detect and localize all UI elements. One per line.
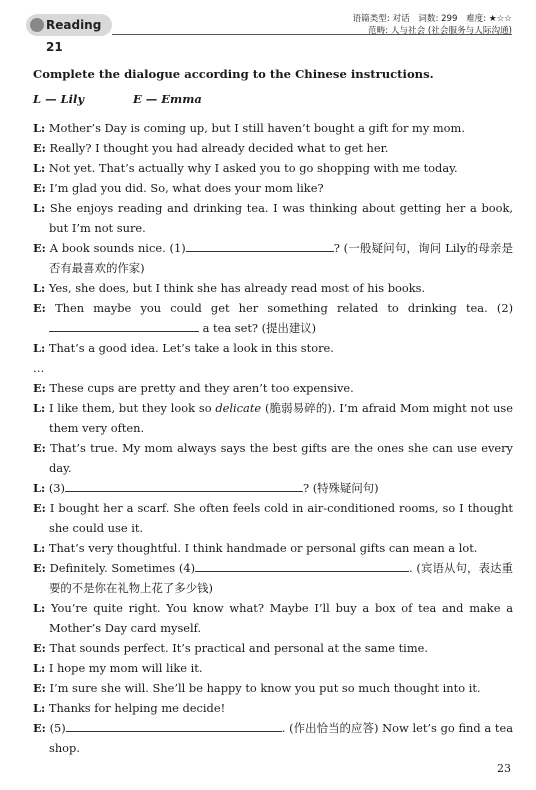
speaker-tag: L:: [33, 161, 46, 175]
dialogue-line: [33, 158, 513, 178]
answer-blank[interactable]: [66, 719, 282, 732]
dialogue-text: You’re quite right. You know what? Maybe I’ll buy a box of tea and make a Mother’s Day card myself.: [49, 601, 513, 635]
speaker-tag: E:: [33, 641, 46, 655]
speaker-tag: L:: [33, 341, 46, 355]
dialogue-text: I bought her a scarf. She often feels cold in air-conditioned rooms, so I thought she could use it.: [49, 501, 514, 535]
dialogue-text: Not yet. That’s actually why I asked you to go shopping with me today.: [48, 161, 458, 175]
dialogue-line: [33, 638, 513, 658]
dialogue-line: [33, 598, 513, 638]
speaker-tag: L:: [33, 661, 46, 675]
tab-circle-icon: [30, 18, 44, 32]
page-number: 23: [497, 762, 511, 775]
instruction: Complete the dialogue according to the Chinese instructions.: [33, 67, 434, 81]
speaker-tag: E:: [33, 561, 46, 575]
emphasis-word: delicate: [215, 401, 262, 415]
dialogue-line: [33, 478, 513, 498]
dialogue-line: [33, 558, 513, 598]
meta-line-type: 语篇类型: 对话 词数: 299 难度: ★☆☆: [352, 14, 512, 24]
dialogue-text: That sounds perfect. It’s practical and personal at the same time.: [49, 641, 428, 655]
dialogue-line: [33, 278, 513, 298]
speaker-tag: E:: [33, 681, 46, 695]
dialogue-text: That’s very thoughtful. I think handmade or personal gifts can mean a lot.: [48, 541, 478, 555]
speaker-tag: E:: [33, 301, 46, 315]
dialogue-text: That’s a good idea. Let’s take a look in this store.: [48, 341, 334, 355]
speaker-tag: E:: [33, 141, 46, 155]
speaker-tag: L:: [33, 701, 46, 715]
speaker-tag: E:: [33, 441, 46, 455]
dialogue-text: Yes, she does, but I think she has already read most of his books.: [48, 281, 426, 295]
dialogue-text: Really? I thought you had already decided what to get her.: [49, 141, 389, 155]
reading-tab: Reading 21: [26, 14, 112, 36]
meta-line-category: 范畴: 人与社会 (社会服务与人际沟通): [368, 26, 512, 36]
dialogue-text: I hope my mom will like it.: [48, 661, 203, 675]
dialogue-line: [33, 378, 513, 398]
dialogue-text: Thanks for helping me decide!: [48, 701, 226, 715]
dialogue-text: ? (一般疑问句，询问 Lily的母亲是否有最喜欢的作家): [49, 241, 513, 275]
dialogue-text: …: [33, 361, 45, 375]
dialogue-line: [33, 118, 513, 138]
page-header: [0, 0, 536, 52]
dialogue-line: [33, 698, 513, 718]
dialogue-text: a tea set? (提出建议): [199, 321, 317, 335]
dialogue-text: (3): [48, 481, 65, 495]
dialogue-text: I’m glad you did. So, what does your mom like?: [49, 181, 324, 195]
speaker-tag: L:: [33, 601, 46, 615]
dialogue-line: [33, 298, 513, 338]
dialogue-text: (脆弱易碎的). I’m afraid Mom might not use them very often.: [49, 401, 513, 435]
dialogue-text: Then maybe you could get her something related to drinking tea. (2): [55, 301, 514, 315]
speaker-legend: [33, 89, 513, 109]
dialogue-text: She enjoys reading and drinking tea. I was thinking about getting her a book, but I’m not sure.: [49, 201, 513, 235]
answer-blank[interactable]: [49, 319, 199, 332]
answer-blank[interactable]: [186, 239, 334, 252]
dialogue-line: [33, 238, 513, 278]
dialogue-line: [33, 538, 513, 558]
speaker-tag: L:: [33, 541, 46, 555]
dialogue-text: Mother’s Day is coming up, but I still haven’t bought a gift for my mom.: [48, 121, 465, 135]
dialogue-line: [33, 398, 513, 438]
dialogue-line: [33, 178, 513, 198]
speaker-tag: L:: [33, 281, 46, 295]
speaker-emma: E — Emma: [133, 92, 202, 106]
header-meta: [352, 13, 512, 37]
dialogue-line: [33, 498, 513, 538]
dialogue-line: [33, 658, 513, 678]
speaker-lily: L — Lily: [33, 92, 85, 106]
dialogue-text: (5): [49, 721, 66, 735]
dialogue-text: A book sounds nice. (1): [49, 241, 186, 255]
speaker-tag: L:: [33, 121, 46, 135]
speaker-tag: E:: [33, 721, 46, 735]
dialogue-line: [33, 198, 513, 238]
dialogue-text: . (宾语从句，表达重要的不是你在礼物上花了多少钱): [49, 561, 514, 595]
dialogue-text: I’m sure she will. She’ll be happy to know you put so much thought into it.: [49, 681, 481, 695]
dialogue-line: [33, 138, 513, 158]
dialogue-text: That’s true. My mom always says the best gifts are the ones she can use every day.: [49, 441, 513, 475]
dialogue-text: Definitely. Sometimes (4): [49, 561, 196, 575]
speaker-tag: E:: [33, 241, 46, 255]
dialogue-text: . (作出恰当的应答) Now let’s go find a tea shop.: [49, 721, 513, 755]
speaker-tag: L:: [33, 481, 46, 495]
answer-blank[interactable]: [65, 479, 303, 492]
speaker-tag: L:: [33, 401, 46, 415]
speaker-tag: E:: [33, 181, 46, 195]
answer-blank[interactable]: [195, 559, 409, 572]
dialogue-text: These cups are pretty and they aren’t too expensive.: [49, 381, 354, 395]
dialogue-line: [33, 438, 513, 478]
dialogue: [33, 118, 513, 758]
speaker-tag: L:: [33, 201, 46, 215]
speaker-tag: E:: [33, 381, 46, 395]
speaker-tag: E:: [33, 501, 46, 515]
dialogue-line: [33, 718, 513, 758]
dialogue-line: [33, 678, 513, 698]
dialogue-line: [33, 358, 513, 378]
dialogue-line: [33, 338, 513, 358]
dialogue-text: I like them, but they look so: [49, 401, 216, 415]
main-content: [33, 63, 513, 758]
dialogue-text: ? (特殊疑问句): [302, 481, 379, 495]
